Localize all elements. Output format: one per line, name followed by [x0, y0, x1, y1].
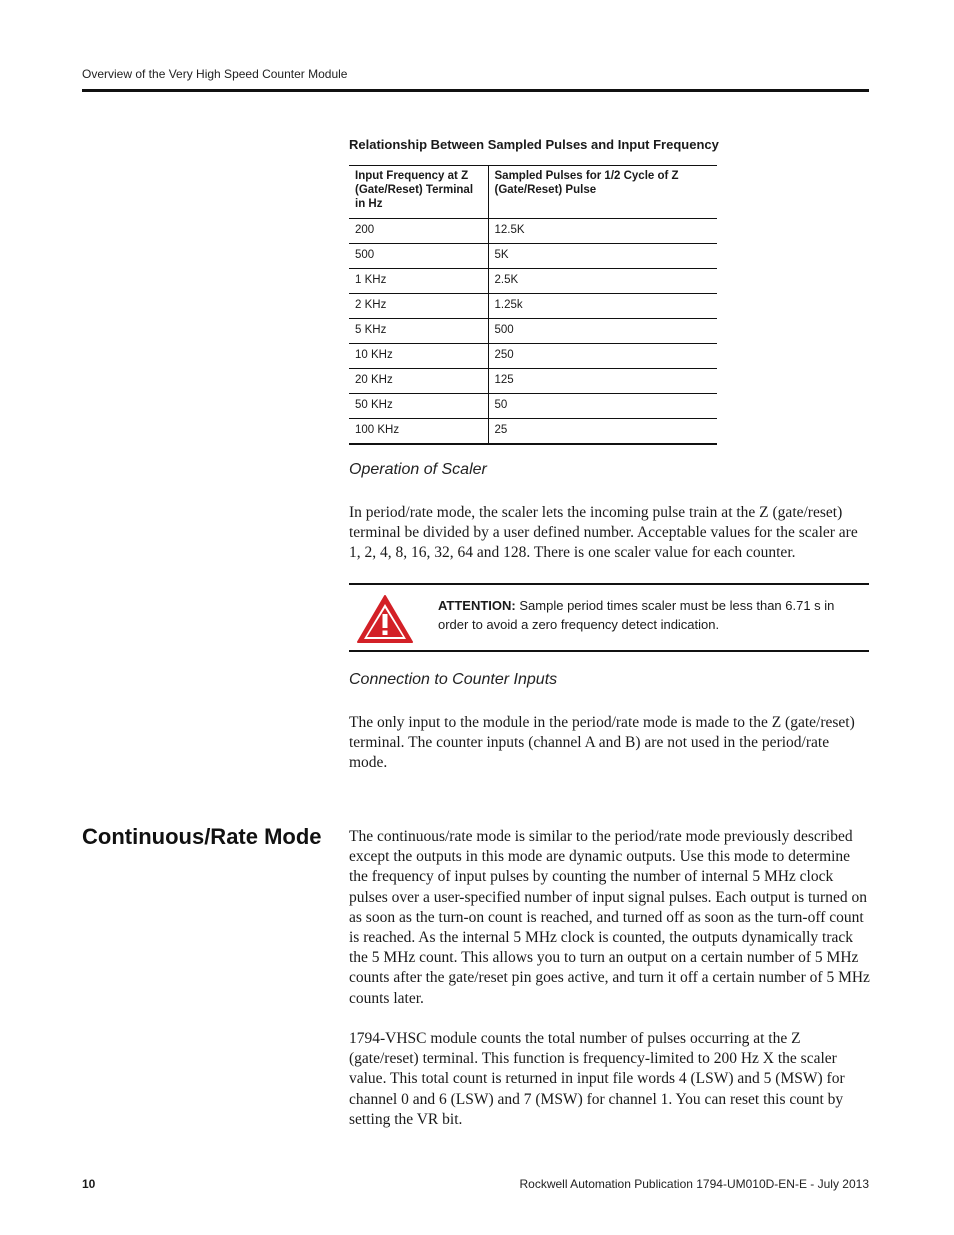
cell-pulses: 250 [488, 344, 717, 369]
cell-frequency: 1 KHz [349, 269, 488, 294]
cell-frequency: 500 [349, 244, 488, 269]
continuous-paragraph-1: The continuous/rate mode is similar to the period/rate mode previously described except the outputs in this mode are dynamic outputs. Use this mode to determine the frequency of input pulses by counting the number of internal 5 MHz clock pulses over a user-specified number of input signal pulses. Each output is turned on as soon as the turn-on count is reached, and turned off as soon as the turn-off count is reached. As the internal 5 MHz clock is counted, the outputs dynamically track the 5 MHz count. This allows you to turn an output on a certain number of 5 MHz counts after the gate/reset pin goes active, and turn it off a certain number of 5 MHz counts later. [349, 828, 870, 1007]
page-number: 10 [82, 1177, 96, 1191]
table-row [349, 219, 717, 244]
table-row [349, 244, 717, 269]
attention-message: Sample period times scaler must be less than 6.71 s in order to avoid a zero frequency detect indication. [438, 598, 835, 632]
cell-pulses: 50 [488, 394, 717, 419]
table-row [349, 269, 717, 294]
section-title: Continuous/Rate Mode [82, 824, 322, 849]
attention-label: ATTENTION: [438, 598, 516, 613]
table-title: Relationship Between Sampled Pulses and Input Frequency [349, 137, 719, 152]
cell-pulses: 1.25k [488, 294, 717, 319]
table-header-row [349, 166, 717, 219]
col-input-frequency-header: Input Frequency at Z (Gate/Reset) Terminal in Hz [349, 166, 488, 219]
continuous-paragraph-2: 1794-VHSC module counts the total number of pulses occurring at the Z (gate/reset) terminal. This function is frequency-limited to 200 Hz X the scaler value. This total count is returned in input file words 4 (LSW) and 5 (MSW) for channel 0 and 6 (LSW) and 7 (MSW) for channel 1. You can reset this count by setting the VR bit. [349, 1030, 845, 1128]
connection-paragraph: The only input to the module in the period/rate mode is made to the Z (gate/reset) terminal. The counter inputs (channel A and B) are not used in the period/rate mode. [349, 714, 855, 772]
cell-frequency: 10 KHz [349, 344, 488, 369]
cell-pulses: 125 [488, 369, 717, 394]
cell-frequency: 50 KHz [349, 394, 488, 419]
running-head: Overview of the Very High Speed Counter Module [82, 67, 348, 81]
header-rule [82, 89, 869, 92]
table-row [349, 394, 717, 419]
cell-frequency: 200 [349, 219, 488, 244]
table-row [349, 344, 717, 369]
scaler-paragraph: In period/rate mode, the scaler lets the incoming pulse train at the Z (gate/reset) terminal be divided by a user defined number. Acceptable values for the scaler are 1, 2, 4, 8, 16, 32, 64 and 128. There is one scaler value for each counter. [349, 504, 858, 562]
cell-frequency: 5 KHz [349, 319, 488, 344]
frequency-table [349, 165, 717, 445]
table-row [349, 319, 717, 344]
cell-pulses: 2.5K [488, 269, 717, 294]
table-row [349, 369, 717, 394]
cell-pulses: 5K [488, 244, 717, 269]
col-sampled-pulses-header: Sampled Pulses for 1/2 Cycle of Z (Gate/Reset) Pulse [488, 166, 717, 219]
publication-footer: Rockwell Automation Publication 1794-UM010D-EN-E - July 2013 [519, 1177, 869, 1191]
cell-frequency: 2 KHz [349, 294, 488, 319]
warning-triangle-icon [356, 594, 414, 644]
cell-pulses: 25 [488, 419, 717, 444]
scaler-heading: Operation of Scaler [349, 461, 487, 478]
connection-heading: Connection to Counter Inputs [349, 671, 558, 688]
cell-frequency: 20 KHz [349, 369, 488, 394]
cell-pulses: 12.5K [488, 219, 717, 244]
table-row [349, 294, 717, 319]
attention-text [438, 596, 848, 634]
cell-pulses: 500 [488, 319, 717, 344]
cell-frequency: 100 KHz [349, 419, 488, 444]
table-row [349, 419, 717, 444]
attention-box [349, 583, 869, 652]
